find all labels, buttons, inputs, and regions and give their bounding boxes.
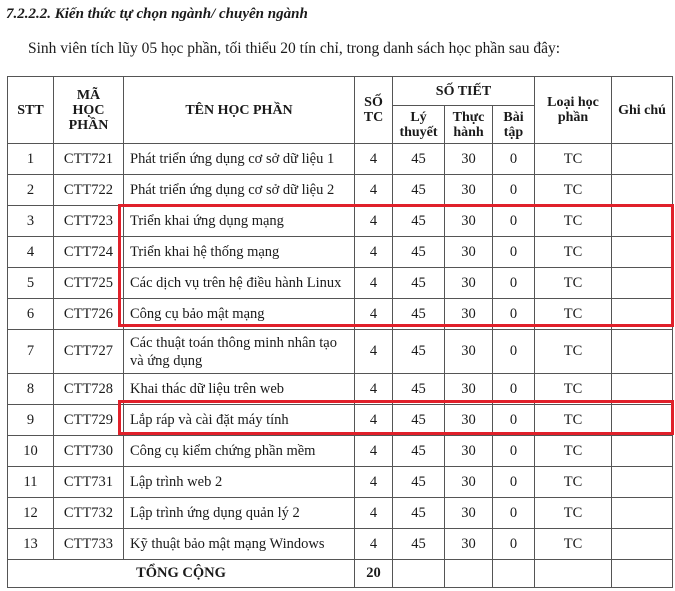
header-so-tc	[355, 77, 393, 144]
cell-stt: 5	[8, 268, 54, 299]
cell-ly-thuyet: 45	[393, 374, 445, 405]
cell-ly-thuyet: 45	[393, 436, 445, 467]
cell-stt: 13	[8, 529, 54, 560]
cell-thuc-hanh: 30	[445, 175, 493, 206]
cell-name: Công cụ bảo mật mạng	[124, 299, 355, 330]
header-loai-line: Loại học	[547, 95, 599, 110]
cell-tc: 4	[355, 175, 393, 206]
cell-stt: 6	[8, 299, 54, 330]
cell-tc: 4	[355, 237, 393, 268]
cell-name: Triển khai hệ thống mạng	[124, 237, 355, 268]
header-so-line: SỐ	[364, 95, 383, 110]
header-row-1	[8, 77, 673, 106]
header-hoc-line: HỌC	[72, 102, 105, 118]
header-loai-hoc-phan	[535, 77, 612, 144]
total-label: TỔNG CỘNG	[8, 560, 355, 588]
cell-bai-tap: 0	[493, 529, 535, 560]
cell-tc: 4	[355, 498, 393, 529]
header-ly-thuyet	[393, 106, 445, 144]
cell-type: TC	[535, 467, 612, 498]
cell-tc: 4	[355, 529, 393, 560]
header-thuc-line: Thực	[452, 109, 485, 125]
section-heading: 7.2.2.2. Kiến thức tự chọn ngành/ chuyên ngành	[6, 6, 308, 22]
cell-stt: 4	[8, 237, 54, 268]
cell-thuc-hanh: 30	[445, 299, 493, 330]
cell-code: CTT725	[54, 268, 124, 299]
cell-name: Các dịch vụ trên hệ điều hành Linux	[124, 268, 355, 299]
cell-note	[612, 144, 673, 175]
cell-stt: 11	[8, 467, 54, 498]
cell-note	[612, 467, 673, 498]
cell-bai-tap: 0	[493, 144, 535, 175]
cell-name: Lập trình web 2	[124, 467, 355, 498]
cell-empty	[393, 560, 445, 588]
cell-ly-thuyet: 45	[393, 467, 445, 498]
highlight-box-rows-3-6	[118, 204, 674, 327]
cell-thuc-hanh: 30	[445, 374, 493, 405]
total-row	[8, 560, 673, 588]
cell-ly-thuyet: 45	[393, 498, 445, 529]
cell-thuc-hanh: 30	[445, 330, 493, 374]
cell-tc: 4	[355, 144, 393, 175]
cell-stt: 12	[8, 498, 54, 529]
cell-type: TC	[535, 330, 612, 374]
table-row	[8, 529, 673, 560]
cell-thuc-hanh: 30	[445, 206, 493, 237]
cell-code: CTT721	[54, 144, 124, 175]
cell-type: TC	[535, 405, 612, 436]
cell-stt: 2	[8, 175, 54, 206]
cell-empty	[612, 560, 673, 588]
cell-ly-thuyet: 45	[393, 405, 445, 436]
cell-name: Phát triển ứng dụng cơ sở dữ liệu 1	[124, 144, 355, 175]
cell-name: Công cụ kiểm chứng phần mềm	[124, 436, 355, 467]
cell-empty	[493, 560, 535, 588]
cell-type: TC	[535, 175, 612, 206]
cell-type: TC	[535, 299, 612, 330]
cell-type: TC	[535, 144, 612, 175]
cell-name: Lắp ráp và cài đặt máy tính	[124, 405, 355, 436]
cell-ly-thuyet: 45	[393, 144, 445, 175]
cell-ly-thuyet: 45	[393, 268, 445, 299]
cell-ly-thuyet: 45	[393, 299, 445, 330]
cell-code: CTT732	[54, 498, 124, 529]
cell-type: TC	[535, 374, 612, 405]
cell-stt: 10	[8, 436, 54, 467]
cell-name: Phát triển ứng dụng cơ sở dữ liệu 2	[124, 175, 355, 206]
cell-tc: 4	[355, 299, 393, 330]
header-tap-line: tập	[503, 124, 524, 140]
cell-type: TC	[535, 529, 612, 560]
cell-ly-thuyet: 45	[393, 330, 445, 374]
cell-thuc-hanh: 30	[445, 529, 493, 560]
cell-name: Khai thác dữ liệu trên web	[124, 374, 355, 405]
cell-ly-thuyet: 45	[393, 206, 445, 237]
cell-tc: 4	[355, 374, 393, 405]
cell-type: TC	[535, 206, 612, 237]
cell-stt: 3	[8, 206, 54, 237]
cell-bai-tap: 0	[493, 237, 535, 268]
cell-tc: 4	[355, 405, 393, 436]
cell-name: Triển khai ứng dụng mạng	[124, 206, 355, 237]
cell-bai-tap: 0	[493, 330, 535, 374]
cell-ly-thuyet: 45	[393, 529, 445, 560]
table-row	[8, 144, 673, 175]
cell-code: CTT727	[54, 330, 124, 374]
highlight-box-row-9	[118, 400, 674, 435]
cell-bai-tap: 0	[493, 299, 535, 330]
cell-code: CTT726	[54, 299, 124, 330]
cell-tc: 4	[355, 330, 393, 374]
header-ten-hoc-phan: TÊN HỌC PHẦN	[124, 77, 355, 144]
cell-note	[612, 529, 673, 560]
table-row	[8, 498, 673, 529]
cell-code: CTT733	[54, 529, 124, 560]
header-ma-hoc-phan	[54, 77, 124, 144]
cell-code: CTT729	[54, 405, 124, 436]
cell-bai-tap: 0	[493, 206, 535, 237]
cell-thuc-hanh: 30	[445, 498, 493, 529]
cell-bai-tap: 0	[493, 467, 535, 498]
cell-tc: 4	[355, 206, 393, 237]
header-ghi-chu: Ghi chú	[612, 77, 673, 144]
cell-code: CTT723	[54, 206, 124, 237]
header-bai-tap	[493, 106, 535, 144]
cell-bai-tap: 0	[493, 405, 535, 436]
cell-thuc-hanh: 30	[445, 144, 493, 175]
header-bai-line: Bài	[503, 109, 524, 125]
cell-note	[612, 498, 673, 529]
cell-code: CTT724	[54, 237, 124, 268]
header-tc-line: TC	[363, 110, 384, 125]
cell-tc: 4	[355, 467, 393, 498]
cell-note	[612, 330, 673, 374]
cell-ly-thuyet: 45	[393, 237, 445, 268]
intro-text: Sinh viên tích lũy 05 học phần, tối thiểu 20 tín chỉ, trong danh sách học phần sau đây:	[28, 40, 561, 57]
cell-code: CTT730	[54, 436, 124, 467]
header-so-tiet: SỐ TIẾT	[393, 77, 535, 106]
header-ly-line: Lý	[410, 109, 427, 125]
table-row	[8, 330, 673, 374]
cell-bai-tap: 0	[493, 175, 535, 206]
header-thuc-hanh	[445, 106, 493, 144]
cell-stt: 1	[8, 144, 54, 175]
cell-code: CTT731	[54, 467, 124, 498]
cell-bai-tap: 0	[493, 374, 535, 405]
cell-thuc-hanh: 30	[445, 467, 493, 498]
cell-thuc-hanh: 30	[445, 237, 493, 268]
table-row	[8, 436, 673, 467]
course-table	[7, 76, 673, 588]
cell-thuc-hanh: 30	[445, 405, 493, 436]
header-thuyet-line: thuyết	[399, 124, 438, 140]
cell-note	[612, 436, 673, 467]
cell-empty	[535, 560, 612, 588]
cell-bai-tap: 0	[493, 436, 535, 467]
cell-type: TC	[535, 268, 612, 299]
table-row	[8, 175, 673, 206]
cell-type: TC	[535, 498, 612, 529]
cell-empty	[445, 560, 493, 588]
cell-note	[612, 175, 673, 206]
cell-type: TC	[535, 436, 612, 467]
cell-type: TC	[535, 237, 612, 268]
header-phan-line-2: phần	[557, 110, 589, 125]
cell-bai-tap: 0	[493, 498, 535, 529]
header-phan-line: PHẦN	[68, 117, 109, 133]
cell-name: Kỹ thuật bảo mật mạng Windows	[124, 529, 355, 560]
cell-stt: 8	[8, 374, 54, 405]
header-stt: STT	[8, 77, 54, 144]
cell-tc: 4	[355, 436, 393, 467]
cell-code: CTT728	[54, 374, 124, 405]
cell-stt: 7	[8, 330, 54, 374]
header-hanh-line: hành	[453, 124, 484, 140]
table-row	[8, 467, 673, 498]
cell-tc: 4	[355, 268, 393, 299]
cell-code: CTT722	[54, 175, 124, 206]
total-tc: 20	[355, 560, 393, 588]
cell-thuc-hanh: 30	[445, 268, 493, 299]
cell-stt: 9	[8, 405, 54, 436]
cell-bai-tap: 0	[493, 268, 535, 299]
cell-name: Lập trình ứng dụng quản lý 2	[124, 498, 355, 529]
cell-ly-thuyet: 45	[393, 175, 445, 206]
cell-thuc-hanh: 30	[445, 436, 493, 467]
header-ma-line: MÃ	[76, 87, 101, 103]
cell-name: Các thuật toán thông minh nhân tạo và ứng dụng	[124, 330, 355, 374]
